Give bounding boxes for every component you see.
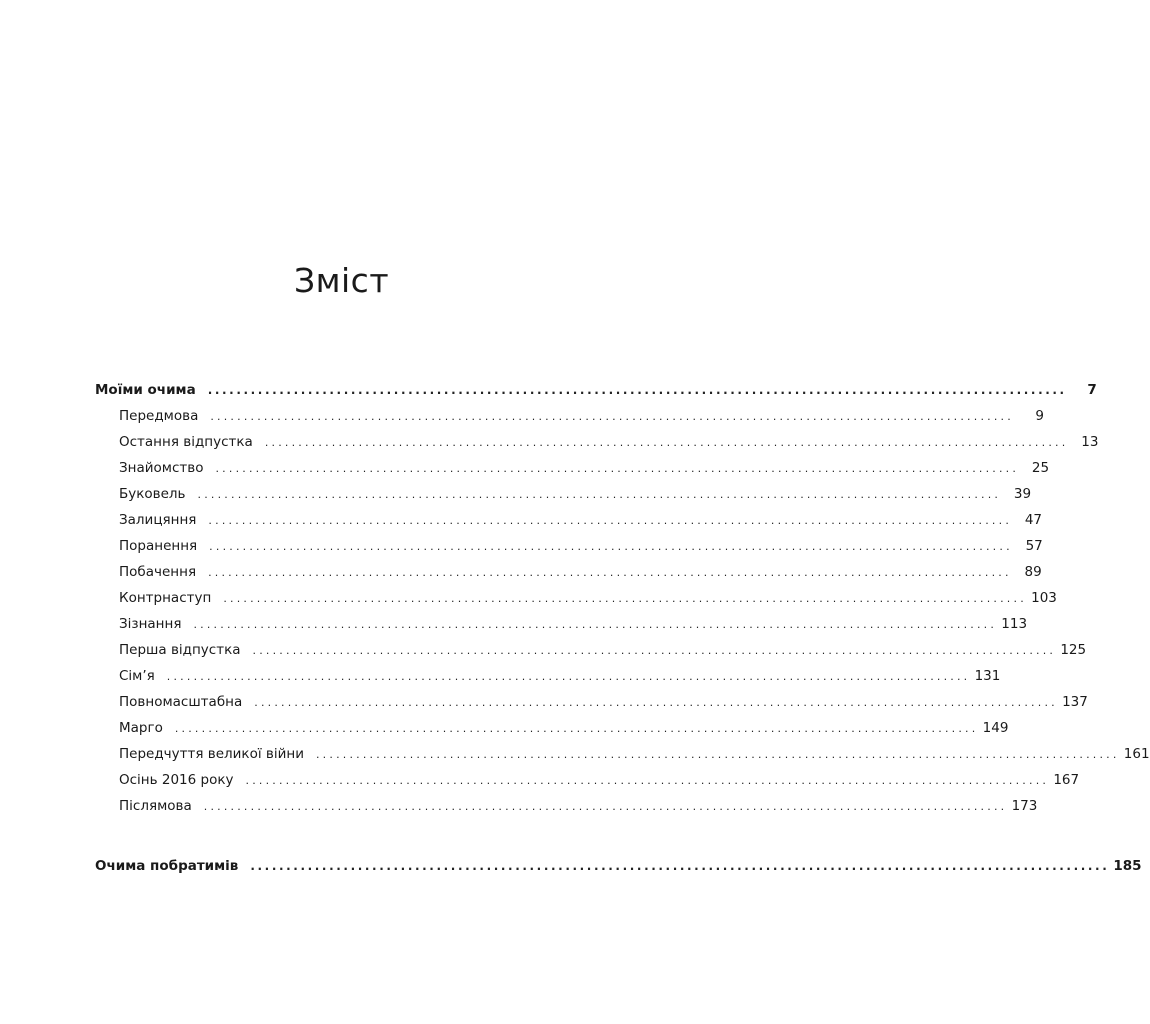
toc-chapter-row [95, 689, 1088, 715]
toc-page-number: 39 [1013, 486, 1032, 502]
leader-dots: ........................................................................................................................ [174, 722, 979, 735]
leader-dots: ........................................................................................................................ [197, 488, 1002, 501]
leader-dots: ........................................................................................................................ [193, 618, 998, 631]
toc-part-title: Моїми очима [95, 382, 196, 398]
leader-dots: ........................................................................................................................ [252, 644, 1057, 657]
toc-chapter-title: Побачення [119, 564, 197, 580]
toc-chapter-row [95, 455, 1050, 481]
toc-chapter-title: Передчуття великої війни [119, 746, 304, 762]
leader-dots: ........................................................................................................................ [207, 383, 1067, 397]
toc-chapter-title: Буковель [119, 486, 186, 502]
leader-dots: ........................................................................................................................ [203, 800, 1008, 813]
toc-chapter-row [95, 793, 1038, 819]
toc-chapter-title: Знайомство [119, 460, 204, 476]
toc-chapter-row [95, 403, 1044, 429]
leader-dots: ........................................................................................................................ [209, 540, 1013, 553]
toc-page-number: 103 [1031, 590, 1057, 606]
toc-chapter-row [95, 429, 1099, 455]
leader-dots: ........................................................................................................................ [208, 514, 1013, 527]
leader-dots: ........................................................................................................................ [254, 696, 1058, 709]
toc-page-number: 173 [1011, 798, 1038, 814]
toc-chapter-title: Передмова [119, 408, 199, 424]
toc-page-number: 13 [1081, 434, 1099, 450]
toc-part-1 [95, 377, 1097, 403]
leader-dots: ........................................................................................................................ [166, 670, 971, 683]
toc-page-number: 167 [1053, 772, 1080, 788]
leader-dots: ........................................................................................................................ [210, 410, 1014, 423]
leader-dots: ........................................................................................................................ [208, 566, 1012, 579]
toc-chapter-title: Зізнання [119, 616, 182, 632]
toc-part-title: Очима побратимів [95, 858, 239, 874]
toc-page-number: 89 [1024, 564, 1042, 580]
toc-page-number: 47 [1024, 512, 1043, 528]
toc-page-number: 113 [1001, 616, 1028, 632]
leader-dots: ........................................................................................................................ [250, 859, 1110, 873]
toc-page-number: 9 [1035, 408, 1044, 424]
toc-page-number: 7 [1087, 382, 1097, 398]
toc-page-number: 125 [1060, 642, 1087, 658]
leader-dots: ........................................................................................................................ [264, 436, 1069, 449]
toc-chapter-row [95, 663, 1001, 689]
toc-chapter-row [95, 481, 1032, 507]
leader-dots: ........................................................................................................................ [315, 748, 1120, 761]
toc-page-number: 57 [1025, 538, 1043, 554]
toc-chapter-title: Залицяння [119, 512, 197, 528]
toc-chapter-row [95, 585, 1057, 611]
toc-page-number: 149 [982, 720, 1009, 736]
toc-chapter-title: Повномасштабна [119, 694, 243, 710]
toc-page-number: 137 [1062, 694, 1088, 710]
toc-chapter-title: Перша відпустка [119, 642, 241, 658]
toc-page-number: 185 [1113, 858, 1142, 874]
toc-chapter-row [95, 767, 1080, 793]
leader-dots: ........................................................................................................................ [215, 462, 1020, 475]
toc-chapter-row [95, 637, 1087, 663]
toc-chapter-title: Марго [119, 720, 163, 736]
toc-chapter-row [95, 741, 1150, 767]
toc-chapter-title: Контрнаступ [119, 590, 212, 606]
leader-dots: ........................................................................................................................ [245, 774, 1050, 787]
toc-chapter-list [95, 403, 1150, 819]
toc-chapter-title: Сім’я [119, 668, 155, 684]
section-gap [95, 819, 588, 853]
toc-chapter-title: Післямова [119, 798, 192, 814]
toc-chapter-row [95, 559, 1042, 585]
toc-chapter-row [95, 715, 1009, 741]
toc-page-number: 25 [1031, 460, 1050, 476]
toc-chapter-title: Осінь 2016 року [119, 772, 234, 788]
toc-chapter-row [95, 611, 1028, 637]
toc-chapter-row [95, 507, 1043, 533]
toc-part-2 [95, 853, 1142, 879]
toc-chapter-row [95, 533, 1043, 559]
toc-page-number: 131 [974, 668, 1001, 684]
toc-chapter-title: Остання відпустка [119, 434, 253, 450]
page-title: Зміст [293, 261, 390, 300]
toc-page-number: 161 [1123, 746, 1150, 762]
table-of-contents [95, 377, 1150, 879]
leader-dots: ........................................................................................................................ [223, 592, 1027, 605]
toc-chapter-title: Поранення [119, 538, 198, 554]
